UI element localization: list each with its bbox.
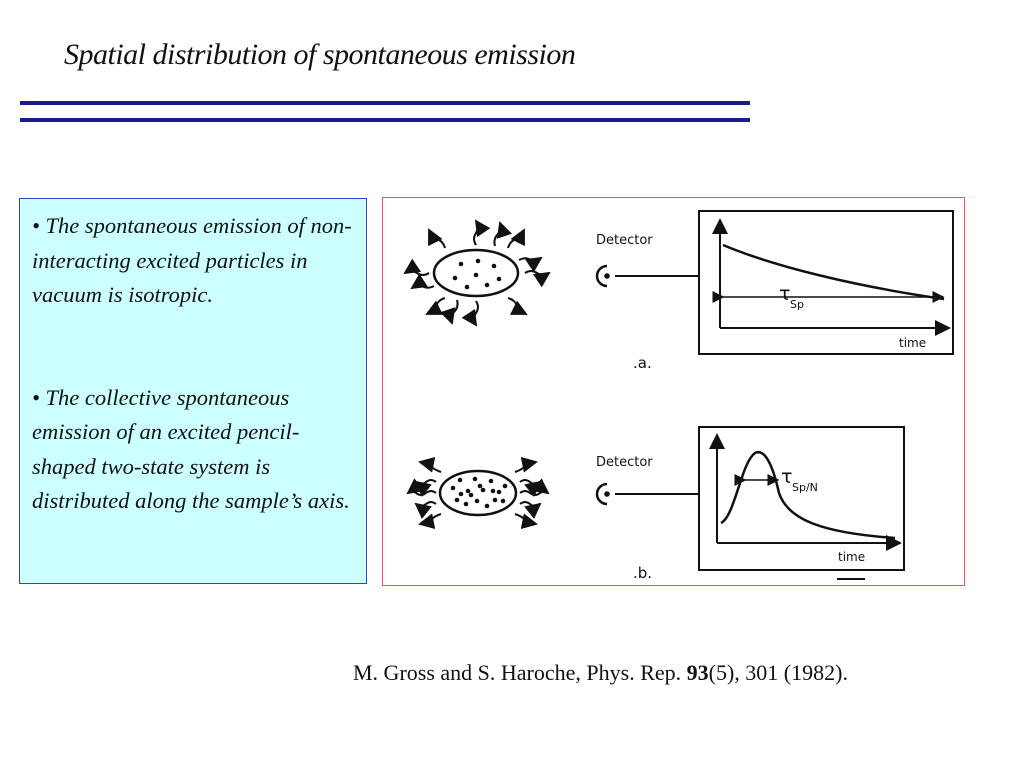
isotropic-source <box>405 221 549 325</box>
bullet-isotropic <box>32 209 356 313</box>
citation-volume: 93 <box>686 660 709 685</box>
citation-suffix: (5), 301 (1982). <box>708 660 848 685</box>
emission-figure <box>382 197 965 586</box>
detector-label-b: Detector <box>596 455 653 470</box>
bullet-text-box <box>19 198 367 584</box>
bullet-collective <box>32 381 356 519</box>
tau-b-subscript: Sp/N <box>792 481 818 494</box>
pencil-shaped-source <box>408 462 548 524</box>
bullet-glyph: • <box>32 384 40 410</box>
emission-diagram <box>383 198 966 587</box>
bullet-isotropic-text: The spontaneous emission of non-interacting excited particles in vacuum is isotropic. <box>32 213 352 307</box>
title-rule-bottom <box>20 118 750 122</box>
detector-label-a: Detector <box>596 233 653 248</box>
bullet-collective-text: The collective spontaneous emission of an excited pencil-shaped two-state system is distributed along the sample’s axis. <box>32 384 350 513</box>
panel-b-label: .b. <box>633 564 653 582</box>
time-label-a: time <box>899 336 927 350</box>
slide-title: Spatial distribution of spontaneous emission <box>64 38 576 71</box>
tau-b-symbol: τ <box>781 466 793 488</box>
citation <box>353 660 848 686</box>
panel-a-label: .a. <box>633 354 652 372</box>
bullet-glyph: • <box>32 213 40 238</box>
citation-prefix: M. Gross and S. Haroche, Phys. Rep. <box>353 660 687 685</box>
tau-a-symbol: τ <box>779 283 791 305</box>
tau-a-subscript: Sp <box>790 298 804 311</box>
time-label-b: time <box>838 550 866 564</box>
graph-a-frame <box>699 211 953 354</box>
graph-b-frame <box>699 427 904 570</box>
title-rule-top <box>20 101 750 105</box>
